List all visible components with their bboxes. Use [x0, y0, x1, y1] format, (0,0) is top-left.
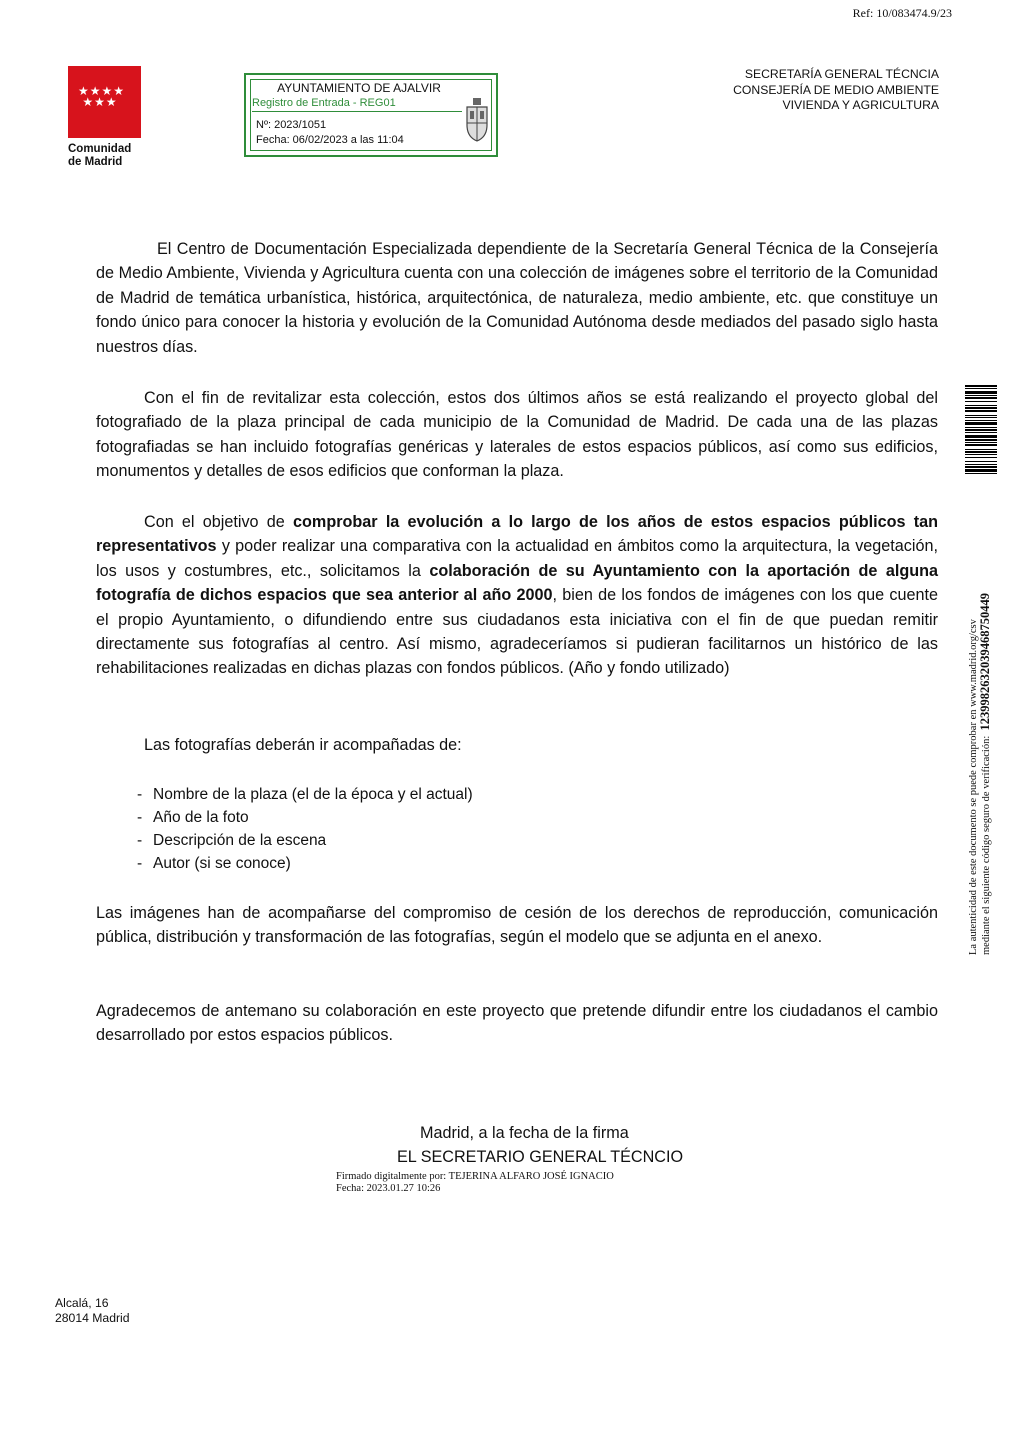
digital-signature [336, 1171, 614, 1194]
address-line-1: Alcalá, 16 [55, 1296, 109, 1310]
stamp-title: AYUNTAMIENTO DE AJALVIR [277, 81, 441, 95]
stars-icon: ★★★★ ★★★ [78, 84, 126, 109]
logo-line-1: Comunidad [68, 143, 132, 155]
paragraph-6: Agradecemos de antemano su colaboración en este proyecto que pretende difundir entre los ciudadanos el cambio desarrollado por estos espacios públicos. [96, 1002, 938, 1045]
signature-role: EL SECRETARIO GENERAL TÉCNCIO [397, 1148, 684, 1166]
paragraph-3-bold-2: colaboración de su Ayuntamiento con la aportación de alguna fotografía de dichos espacios que sea anterior al año 2000 [96, 561, 939, 605]
comunidad-de-madrid-logo [68, 66, 142, 169]
header-line-1: SECRETARÍA GENERAL TÉCNCIA [744, 67, 939, 81]
verification-line-1: La autenticidad de este documento se puede comprobar en www.madrid.org/csv [968, 619, 979, 955]
paragraph-1: El Centro de Documentación Especializada dependiente de la Secretaría General Técnica de la Consejería de Medio Ambiente, Vivienda y Agricultura cuenta con una colección de imágenes sobre el territorio de la Comunidad de Madrid de temática urbanística, histórica, arquitectónica, de naturaleza, medio ambiente, etc. que constituye un fondo único para conocer la historia y evolución de la Comunidad Autónoma desde mediados del pasado siglo hasta nuestros días. [96, 240, 938, 356]
address-line-2: 28014 Madrid [55, 1310, 130, 1325]
signed-date: Fecha: 2023.01.27 10:26 [336, 1182, 441, 1194]
stamp-registry: Registro de Entrada - REG01 [252, 97, 396, 109]
stamp-number: Nº: 2023/1051 [256, 119, 327, 131]
flag-icon [68, 66, 141, 138]
list-item: - Autor (si se conoce) [137, 852, 473, 875]
signature-place: Madrid, a la fecha de la firma [420, 1124, 629, 1142]
logo-line-2: de Madrid [68, 156, 123, 168]
header-line-2: CONSEJERÍA DE MEDIO AMBIENTE [733, 82, 939, 97]
verification-line-2: mediante el siguiente código seguro de verificación: [980, 735, 992, 955]
verification-text [968, 593, 992, 955]
signed-by: Firmado digitalmente por: TEJERINA ALFARO JOSÉ IGNACIO [336, 1171, 614, 1182]
department-header [733, 67, 939, 114]
header-line-3: VIVIENDA Y AGRICULTURA [782, 98, 939, 112]
paragraph-4: Las fotografías deberán ir acompañadas de: [144, 736, 462, 754]
list-item: - Año de la foto [137, 806, 473, 829]
paragraph-3 [96, 510, 938, 681]
list-item: - Nombre de la plaza (el de la época y el actual) [137, 783, 473, 806]
list-item: - Descripción de la escena [137, 829, 473, 852]
paragraph-3-part-3: , bien de los fondos de imágenes con los que cuente el propio Ayuntamiento, o difundiendo entre sus ciudadanos esta iniciativa con el fin de que puedan remitir directamente sus fotografías al centro. Así mismo, agradeceríamos si pudieran facilitarnos un histórico de las rehabilitaciones realizadas en dichas plazas con fondos públicos. (Año y fondo utilizado) [96, 586, 938, 678]
stamp-date: Fecha: 06/02/2023 a las 11:04 [256, 134, 404, 146]
requirements-list [137, 783, 473, 875]
reference-number: Ref: 10/083474.9/23 [852, 6, 952, 20]
coat-of-arms-icon [464, 97, 490, 143]
barcode-icon [965, 385, 997, 543]
paragraph-3-part-2: y poder realizar una comparativa con la actualidad en ámbitos como la arquitectura, la vegetación, los usos y costumbres, etc., solicitamos la [96, 537, 938, 580]
address [55, 1296, 130, 1325]
verification-code: 1239982632039468750449 [977, 592, 992, 731]
paragraph-3-bold-1: comprobar la evolución a lo largo de los años de estos espacios públicos tan representativos [96, 513, 938, 556]
registry-stamp [244, 73, 498, 157]
paragraph-5: Las imágenes han de acompañarse del compromiso de cesión de los derechos de reproducción, comunicación pública, distribución y transformación de las fotografías, según el modelo que se adjunta en el anexo. [96, 904, 938, 947]
paragraph-3-part-1: Con el objetivo de [144, 513, 294, 531]
paragraph-2: Con el fin de revitalizar esta colección, estos dos últimos años se está realizando el proyecto global del fotografiado de la plaza principal de cada municipio de la Comunidad de Madrid. De cada una de las plazas fotografiadas se han incluido fotografías genéricas y laterales de estos espacios públicos, así como sus edificios, monumentos y detalles de esos edificios que conforman la plaza. [96, 389, 938, 481]
